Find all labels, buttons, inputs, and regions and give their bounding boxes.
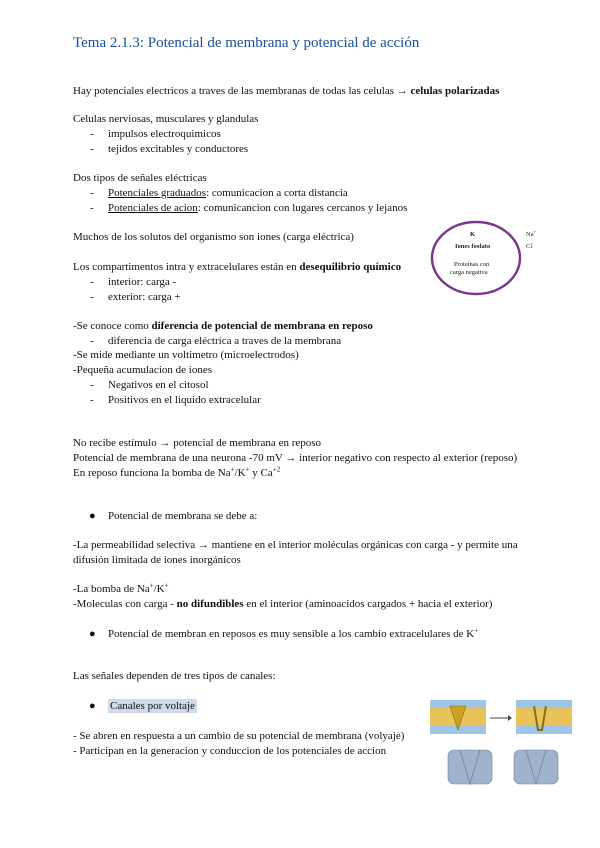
channel-protein-3d-right: [514, 750, 558, 784]
list-dash: -: [90, 335, 94, 347]
list-item: [108, 201, 407, 216]
k-label: K: [470, 231, 476, 238]
phosphate-label: Iones fosfato: [455, 243, 491, 250]
compartments-line: [73, 260, 401, 275]
superscript: +: [474, 626, 479, 635]
perm-line-2: difusión limitada de iones inorgánicos: [73, 554, 241, 566]
superscript: +2: [272, 465, 281, 474]
list-dash: -: [90, 187, 94, 199]
superscript: +: [164, 581, 169, 590]
signals-heading: Dos tipos de señales eléctricas: [73, 172, 207, 184]
page-title: Tema 2.1.3: Potencial de membrana y potencial de acción: [73, 35, 420, 51]
list-item: Positivos en el liquido extracelular: [108, 394, 261, 406]
sensitive-line: [108, 627, 478, 642]
list-dash: -: [90, 379, 94, 391]
list-dash: -: [90, 276, 94, 288]
potential-line-2: -Se mide mediante un voltimetro (microelectrodos): [73, 349, 299, 361]
list-item: [108, 186, 348, 201]
superscript: +: [149, 581, 154, 590]
underlined-term: Potenciales de acion: [108, 202, 198, 214]
rest-mid2: y Ca: [249, 467, 273, 479]
mol-bold: no difundibles: [176, 598, 244, 610]
cell-ion-svg: [430, 220, 550, 298]
pump-mid: /K: [153, 583, 165, 595]
proteins-label-2: carga negativa: [450, 269, 488, 276]
proteins-label-1: Proteínas con: [454, 261, 490, 268]
list-dash: -: [90, 291, 94, 303]
term-rest: : comunicancion con lugares cercanos y lejanos: [197, 202, 408, 214]
superscript: +: [245, 465, 250, 474]
cl-sup: -: [532, 241, 534, 246]
sensitive-text: Potencial de membran en reposos es muy sensible a los cambio extracelulares de K: [108, 628, 475, 640]
intro-text: Hay potenciales electricos a traves de las membranas de todas las celulas →: [73, 85, 411, 97]
list-item: interior: carga -: [108, 276, 177, 288]
potential-bold: diferencia de potencial de membrana en reposo: [151, 320, 373, 332]
potential-pre: -Se conoce como: [73, 320, 152, 332]
cell-membrane-ring: [432, 222, 520, 294]
intro-line: [73, 84, 499, 99]
intracellular-fluid: [516, 726, 572, 734]
arrow-head-icon: [508, 715, 512, 721]
channels-line-1: - Se abren en respuesta a un cambio de su potencial de membrana (volyaje): [73, 730, 405, 742]
solutes-line: Muchos de los solutos del organismo son iones (carga eléctrica): [73, 231, 354, 243]
cell-ion-diagram: [430, 220, 550, 298]
rest-line-3: [73, 466, 280, 481]
na-text: Na: [526, 231, 534, 238]
list-item: tejidos excitables y conductores: [108, 143, 249, 155]
list-dash: -: [90, 143, 94, 155]
compartments-text: Los compartimentos intra y extracelulares están en: [73, 261, 300, 273]
superscript: +: [230, 465, 235, 474]
underlined-term: Potenciales graduados: [108, 187, 207, 199]
channels-line-2: - Participan en la generacion y conduccion de los potenciales de accion: [73, 745, 387, 757]
channels-heading: Las señales dependen de tres tipos de canales:: [73, 670, 276, 682]
term-rest: : comunicacion a corta distancia: [206, 187, 348, 199]
extracellular-fluid: [516, 700, 572, 708]
channel-protein-3d-left: [448, 750, 492, 784]
perm-line-1: -La permeabilidad selectiva → mantiene en el interior moléculas orgánicas con carga - y permite una: [73, 539, 518, 551]
cl-label: [526, 241, 534, 250]
list-item: exterior: carga +: [108, 291, 181, 303]
bullet-icon: ●: [89, 700, 96, 712]
list-dash: -: [90, 202, 94, 214]
bullet-icon: ●: [89, 628, 96, 640]
na-sup: +: [533, 229, 537, 234]
rest-line-1: No recibe estímulo → potencial de membrana en reposo: [73, 437, 322, 449]
bullet-icon: ●: [89, 510, 96, 522]
potential-line-1: [73, 319, 373, 334]
rest-mid: /K: [234, 467, 246, 479]
list-dash: -: [90, 128, 94, 140]
molecules-line: [73, 597, 492, 612]
rest-line-2: Potencial de membrana de una neurona -70 mV → interior negativo con respecto al exterior (reposo): [73, 452, 518, 464]
list-item: diferencia de carga eléctrica a traves de la membrana: [108, 335, 342, 347]
due-heading: Potencial de membrana se debe a:: [108, 510, 258, 522]
mol-pre: -Moleculas con carga -: [73, 598, 177, 610]
highlight-text: Canales por voltaje: [110, 700, 195, 712]
voltage-channel-svg: [430, 700, 572, 800]
rest-pre: En reposo funciona la bomba de Na: [73, 467, 231, 479]
potential-line-3: -Pequeña acumulacion de iones: [73, 364, 212, 376]
voltage-channel-diagram: [430, 700, 572, 800]
cl-text: Cl: [526, 243, 533, 250]
pump-pre: -La bomba de Na: [73, 583, 150, 595]
compartments-bold: desequilibrio químico: [299, 261, 402, 273]
intro-bold: celulas polarizadas: [410, 85, 500, 97]
highlighted-term: [108, 699, 197, 714]
mol-rest: en el interior (aminoacidos cargados + hacia el exterior): [243, 598, 493, 610]
list-item: impulsos electroquimicos: [108, 128, 221, 140]
pump-line: [73, 582, 169, 597]
cells-heading: Celulas nerviosas, musculares y glandulas: [73, 113, 259, 125]
list-dash: -: [90, 394, 94, 406]
list-item: Negativos en el citosol: [108, 379, 209, 391]
na-label: [526, 229, 537, 238]
